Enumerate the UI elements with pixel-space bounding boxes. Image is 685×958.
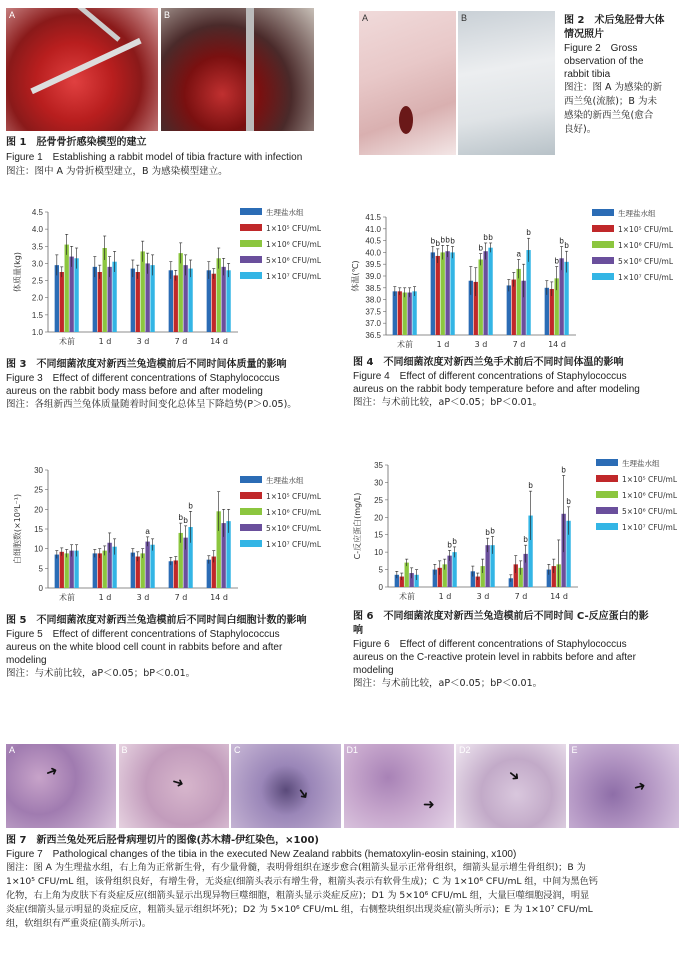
y-tick-label: 0 [38,584,43,593]
arrow-icon: ➜ [169,773,186,793]
legend-label: 1×10⁷ CFU/mL [622,523,678,532]
y-tick-label: 3.5 [31,242,43,252]
y-tick-label: 41.0 [365,224,381,234]
y-tick-label: 37.5 [365,307,381,317]
significance-mark: b [188,501,193,511]
fig6-caption-zh-2: 响 [353,625,363,636]
legend-label: 1×10⁵ CFU/mL [266,224,322,233]
bar [150,545,154,588]
bar [131,553,135,588]
bar [212,274,216,332]
fig7-histology-strip [6,744,680,828]
x-tick-label: 3 d [476,592,490,601]
y-axis-label: 体质量(kg) [13,252,22,292]
fig3-caption-en-2: aureus on the rabbit body mass before and after modeling [6,386,263,397]
fig1-photo-a [6,8,158,131]
significance-mark: a [516,249,521,259]
y-tick-label: 0 [378,583,383,592]
y-tick-label: 30 [34,466,43,475]
significance-mark: b [526,228,531,238]
legend-swatch [596,523,618,530]
significance-mark: b [490,526,495,536]
significance-mark: a [145,526,150,536]
arrow-icon: ➜ [631,777,648,797]
fig7-note-4: 炎症(细箭头显示明显的炎症反应，粗箭头显示组织坏死)；D2 为 5×10⁶ CFU/mL 组，右侧整块组织出现炎症(箭头所示)；E 为 1×10⁷ CFU/mL [6,904,593,915]
bar [488,248,492,335]
x-tick-label: 14 d [550,592,568,601]
arrow-icon: ➜ [292,784,313,804]
legend-label: 5×10⁶ CFU/mL [266,256,322,265]
y-tick-label: 38.0 [365,295,381,305]
legend-label: 生理盐水组 [266,208,304,217]
bar [69,257,73,332]
legend-swatch [592,225,614,232]
x-tick-label: 1 d [436,340,450,349]
fig4-caption-zh: 图 4 不同细菌浓度对新西兰兔手术前后不同时间体温的影响 [353,357,624,368]
bar [74,258,78,332]
fig5-caption-zh: 图 5 不同细菌浓度对新西兰兔造模前后不同时间白细胞计数的影响 [6,615,307,626]
bar [103,551,107,588]
y-tick-label: 2.5 [31,276,43,286]
legend-label: 1×10⁵ CFU/mL [266,492,322,501]
fig7-note-5: 组，软组织有严重炎症(箭头所示)。 [6,918,151,929]
bar [169,270,173,332]
fig7-note-2: 1×10⁵ CFU/mL 组，该骨组织良好，有增生骨，无炎症(细箭头表示有增生骨，粗箭头表示有软骨生成)；C 为 1×10⁶ CFU/mL 组，中间为黑色钙 [6,876,598,887]
bar [145,542,149,588]
chart-wbc [0,460,330,605]
y-tick-label: 35 [374,461,383,470]
legend-swatch [240,256,262,263]
histology-panel [119,744,229,828]
legend-label: 生理盐水组 [618,209,656,218]
fig3-note: 图注：各组新西兰兔体质量随着时间变化总体呈下降趋势(P＞0.05)。 [6,399,297,410]
bar [517,269,521,335]
bar [405,563,409,587]
significance-mark: b [485,528,490,538]
x-tick-label: 3 d [136,593,150,602]
chart-body-mass [0,200,330,350]
bar [398,291,402,335]
significance-mark: b [478,243,483,253]
fig1-note: 图注：图中 A 为骨折模型建立，B 为感染模型建立。 [6,166,228,177]
fig4-note: 图注：与术前比较，aP＜0.05；bP＜0.01。 [353,397,543,408]
significance-mark: b [452,536,457,546]
bar [407,293,411,335]
y-tick-label: 38.5 [365,283,381,293]
y-tick-label: 15 [374,530,383,540]
bar [207,560,211,588]
panel-label: A [9,745,16,755]
bar [131,269,135,332]
y-axis-label: 体温(℃) [351,260,360,292]
y-tick-label: 2.0 [31,293,43,303]
fig6-caption-en-1: Figure 6 Effect of different concentrations of Staphylococcus [353,639,627,650]
significance-mark: b [183,515,188,525]
significance-mark: b [430,236,436,246]
fig4-caption-en-2: aureus on the rabbit body temperature before and after modeling [353,384,640,395]
y-tick-label: 25 [34,485,43,495]
significance-mark: b [566,496,571,506]
y-tick-label: 5 [378,565,383,575]
bar [112,262,116,332]
panel-label: B [461,13,468,23]
x-tick-label: 术前 [59,593,75,602]
significance-mark: b [445,235,450,245]
bar [441,252,445,335]
fig2-caption-zh-1: 图 2 术后兔胫骨大体 [564,15,665,26]
legend-swatch [240,208,262,215]
histology-panel [569,744,679,828]
legend-label: 5×10⁶ CFU/mL [266,524,322,533]
x-tick-label: 1 d [438,592,452,601]
bar [479,259,483,335]
legend-swatch [240,272,262,279]
panel-label: E [571,745,578,755]
arrow-icon: ➜ [422,796,435,814]
y-tick-label: 30 [374,478,383,488]
legend-swatch [592,257,614,264]
y-axis-label: 白细胞数(×10⁹L⁻¹) [13,493,22,565]
bar [207,270,211,332]
significance-mark: b [447,540,452,550]
significance-mark: b [561,465,566,475]
y-tick-label: 4.0 [31,225,43,235]
legend-swatch [240,476,262,483]
histology-panel [231,744,341,828]
x-tick-label: 7 d [174,593,188,602]
significance-mark: b [488,232,493,242]
bar [545,288,549,335]
bar [93,553,97,588]
bar [512,280,516,335]
panel-label: B [164,10,171,20]
significance-mark: b [559,236,564,246]
fig7-caption-zh: 图 7 新西兰兔处死后胫骨病理切片的图像(苏木精-伊红染色，×100) [6,835,319,846]
x-tick-label: 14 d [210,593,228,602]
x-tick-label: 14 d [548,340,566,349]
y-tick-label: 25 [374,495,383,505]
significance-mark: b [564,241,569,251]
bar [431,252,435,335]
arrow-icon: ➜ [43,762,61,782]
fig5-caption-en-1: Figure 5 Effect of different concentrations of Staphylococcus [6,629,280,640]
fig7-note-3: 化物，右上角为皮肤下有炎症反应(细箭头显示出现异物巨噬细胞，粗箭头显示炎症反应)；D1 为 5×10⁶ CFU/mL 组，大量巨噬细胞浸润，明显 [6,890,590,901]
bar [174,560,178,588]
significance-mark: b [450,236,455,246]
y-tick-label: 40.5 [365,236,381,246]
bar [188,269,192,332]
fig5-note: 图注：与术前比较，aP＜0.05；bP＜0.01。 [6,668,196,679]
legend-label: 5×10⁶ CFU/mL [618,257,674,266]
bar [174,275,178,332]
fig2-note-1: 图注：图 A 为感染的新 [564,82,663,93]
bar [483,251,487,335]
fig2-note-2: 西兰兔(流脓)；B 为未 [564,96,657,107]
fig2-caption-en-2: observation of the [564,56,644,67]
panel-label: D2 [459,745,471,755]
bar [526,250,530,335]
y-tick-label: 20 [374,513,383,523]
y-tick-label: 1.0 [31,328,43,337]
legend-swatch [240,492,262,499]
panel-label: D1 [346,745,359,755]
legend-swatch [596,475,618,482]
legend-label: 1×10⁶ CFU/mL [266,240,322,249]
legend-swatch [592,273,614,280]
fig6-caption-en-3: modeling [353,665,394,676]
legend-label: 1×10⁵ CFU/mL [618,225,674,234]
fig4-caption-en-1: Figure 4 Effect of different concentrations of Staphylococcus [353,371,627,382]
fig1-caption-en: Figure 1 Establishing a rabbit model of tibia fracture with infection [6,152,303,163]
significance-mark: b [483,232,488,242]
legend-label: 生理盐水组 [622,459,660,468]
panel-label: B [121,745,128,755]
y-tick-label: 20 [34,505,43,515]
y-tick-label: 36.5 [365,331,381,340]
legend-swatch [240,240,262,247]
panel-label: A [9,10,16,20]
fig6-caption-zh-1: 图 6 不同细菌浓度对新西兰兔造模前后不同时间 C-反应蛋白的影 [353,611,649,622]
bar [436,256,440,335]
panel-label: A [362,13,369,23]
y-tick-label: 10 [34,544,43,554]
y-tick-label: 10 [374,548,383,558]
fig5-caption-en-2: aureus on the white blood cell count in rabbits before and after [6,642,283,653]
y-tick-label: 39.5 [365,260,381,270]
legend-swatch [592,209,614,216]
y-tick-label: 41.5 [365,213,381,222]
x-tick-label: 3 d [474,340,488,349]
bar [221,267,225,332]
histology-panel [6,744,116,828]
bar [60,552,64,588]
bar [136,272,140,332]
x-tick-label: 3 d [136,337,150,346]
fig2-photo-b [458,11,555,155]
legend-label: 1×10⁷ CFU/mL [266,272,322,281]
bar [141,251,145,332]
fig3-caption-en-1: Figure 3 Effect of different concentrations of Staphylococcus [6,373,280,384]
bar [217,258,221,332]
x-tick-label: 1 d [98,593,112,602]
legend-swatch [596,459,618,466]
x-tick-label: 术前 [399,592,415,601]
legend-swatch [240,540,262,547]
y-tick-label: 4.5 [31,208,43,217]
y-tick-label: 5 [38,564,43,574]
legend-label: 1×10⁶ CFU/mL [622,491,678,500]
chart-crp [346,455,681,605]
legend-swatch [240,524,262,531]
legend-swatch [240,508,262,515]
bar [103,248,107,332]
fig2-note-3: 感染的新西兰兔(愈合 [564,110,654,121]
significance-mark: b [554,256,559,266]
legend-label: 1×10⁶ CFU/mL [266,508,322,517]
fig3-caption-zh: 图 3 不同细菌浓度对新西兰兔造模前后不同时间体质量的影响 [6,359,287,370]
x-tick-label: 14 d [210,337,228,346]
legend-label: 1×10⁷ CFU/mL [266,540,322,549]
bar [65,553,69,588]
bar [98,272,102,332]
fig7-caption-en: Figure 7 Pathological changes of the tibia in the executed New Zealand rabbits (hematoxylin-eosin staining, x100) [6,849,517,860]
x-tick-label: 7 d [512,340,526,349]
bar [169,561,173,588]
significance-mark: b [528,481,533,491]
y-tick-label: 15 [34,525,43,534]
bar [65,245,69,332]
fig2-caption-en-1: Figure 2 Gross [564,43,638,54]
x-tick-label: 术前 [59,337,75,346]
significance-mark: b [435,238,440,248]
x-tick-label: 7 d [174,337,188,346]
y-axis-label: C-反应蛋白(mg/L) [353,492,362,560]
x-tick-label: 术前 [397,340,413,349]
legend-swatch [596,491,618,498]
y-tick-label: 37.0 [365,319,381,329]
x-tick-label: 1 d [98,337,112,346]
significance-mark: b [178,513,183,523]
bar [507,285,511,335]
legend-label: 1×10⁷ CFU/mL [618,273,674,282]
bar [60,272,64,332]
bar [403,293,407,335]
significance-mark: b [440,235,445,245]
fig7-note-1: 图注：图 A 为生理盐水组，右上角为正常新生骨，有少量骨髓，表明骨组织在逐步愈合(粗箭头显示正常骨组织，细箭头显示增生骨组织)；B 为 [6,862,586,873]
bar [393,291,397,335]
bar [55,555,59,588]
legend-label: 生理盐水组 [266,476,304,485]
fig1-photo-b [161,8,314,131]
bar [141,553,145,588]
x-tick-label: 7 d [514,592,528,601]
bar [412,291,416,335]
fig2-note-4: 良好)。 [564,124,597,135]
legend-label: 5×10⁶ CFU/mL [622,507,678,516]
legend-label: 1×10⁶ CFU/mL [618,241,674,250]
histology-panel [456,744,566,828]
fig2-caption-zh-2: 情况照片 [564,29,604,40]
bar [450,252,454,335]
significance-mark: b [523,535,528,545]
histology-panel [344,744,454,828]
bar [226,270,230,332]
arrow-icon: ➜ [504,766,524,786]
bar [98,553,102,588]
legend-label: 1×10⁵ CFU/mL [622,475,678,484]
fig1-caption-zh: 图 1 胫骨骨折感染模型的建立 [6,137,147,148]
fig6-note: 图注：与术前比较，aP＜0.05；bP＜0.01。 [353,678,543,689]
chart-body-temperature [346,205,681,350]
fig2-photo-a [359,11,456,155]
y-tick-label: 1.5 [31,310,43,320]
legend-swatch [592,241,614,248]
bar [564,262,568,335]
y-tick-label: 40.0 [365,248,381,258]
bar [445,251,449,335]
panel-label: C [234,745,241,755]
fig5-caption-en-3: modeling [6,655,47,666]
bar [452,552,456,587]
legend-swatch [240,224,262,231]
y-tick-label: 3.0 [31,259,43,269]
fig6-caption-en-2: aureus on the C-reactive protein level in rabbits before and after [353,652,636,663]
legend-swatch [596,507,618,514]
y-tick-label: 39.0 [365,272,381,281]
bar [179,253,183,332]
fig2-caption-en-3: rabbit tibia [564,69,611,80]
